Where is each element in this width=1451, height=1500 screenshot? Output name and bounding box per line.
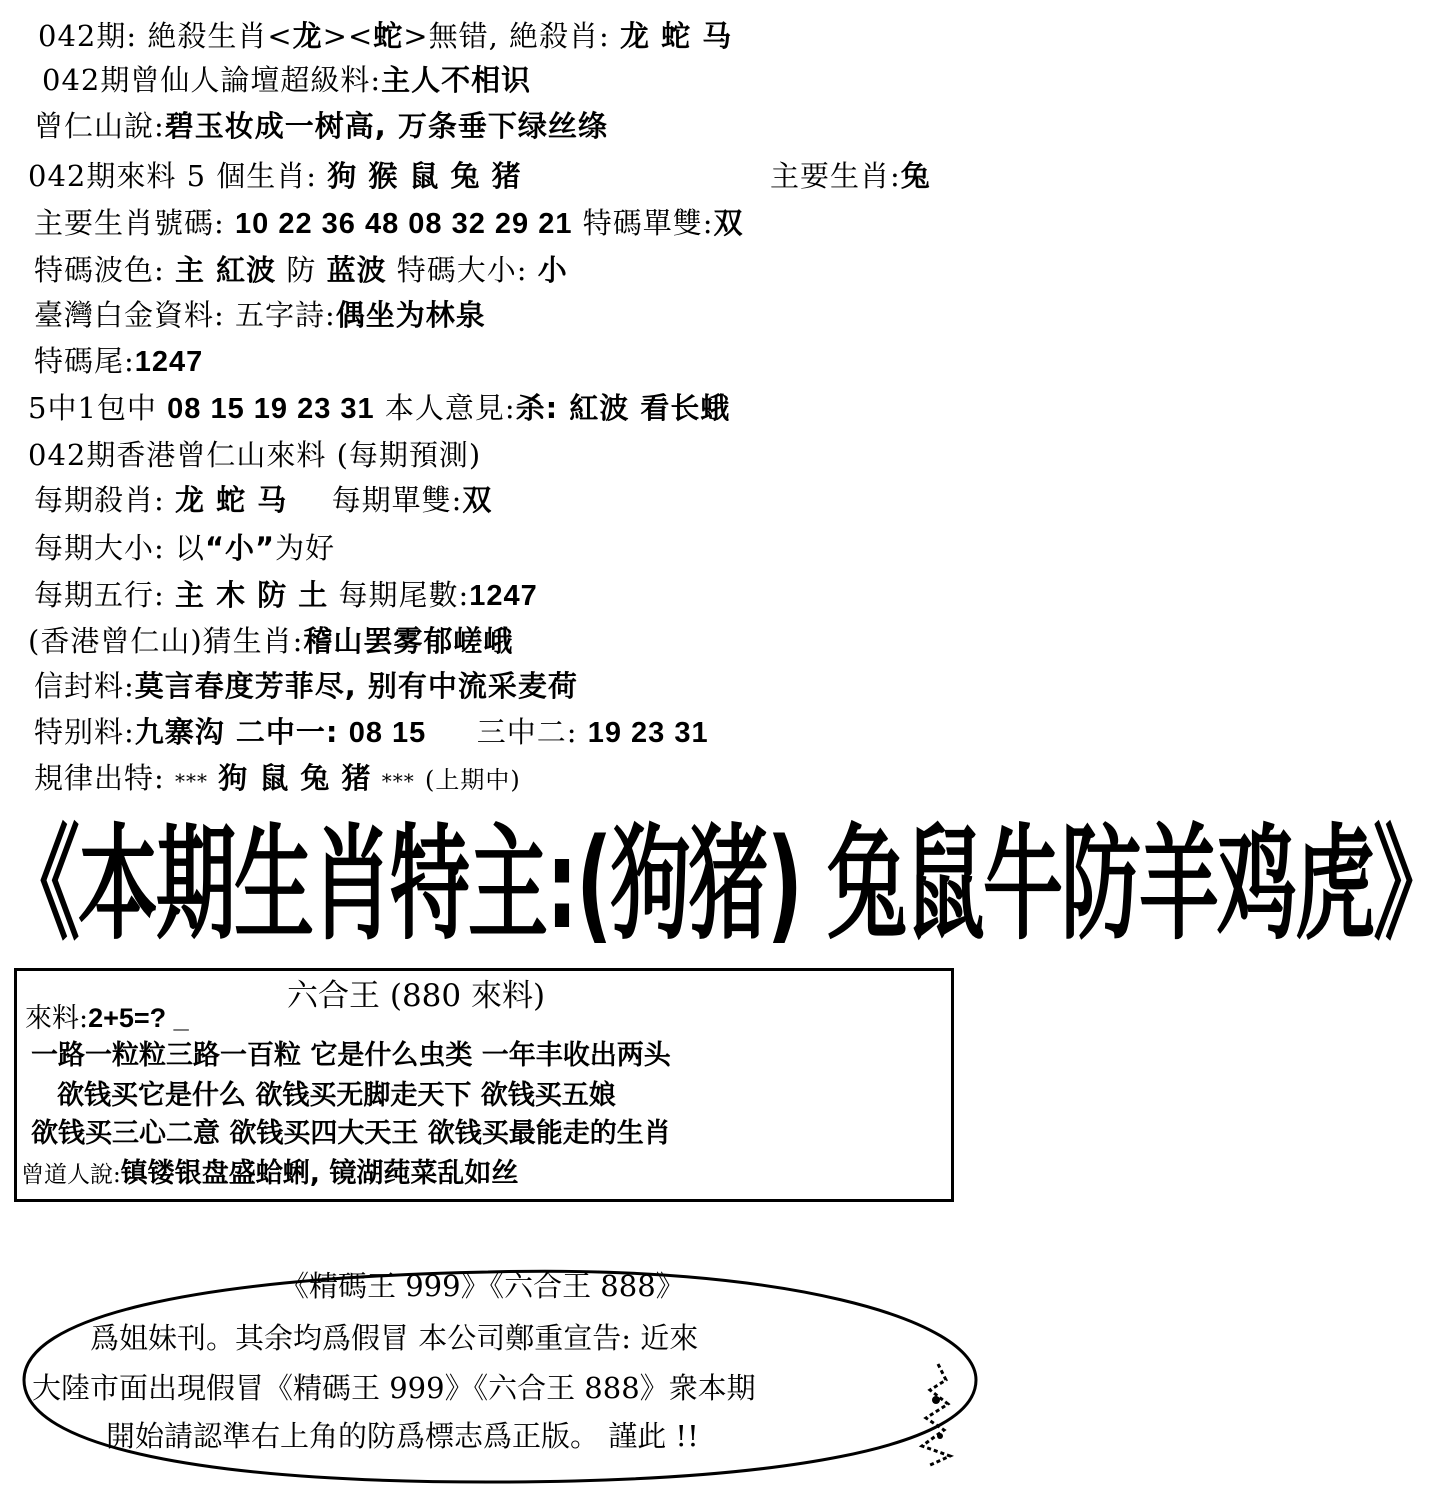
line-1-d: 蛇 (373, 19, 404, 53)
line-4-c: 主要生肖: (770, 159, 901, 193)
line-17-stars-left: *** (175, 769, 208, 793)
line-11-b: 龙 蛇 马 (175, 483, 288, 517)
line-13-b: 主 木 防 土 (175, 578, 329, 612)
line-1 (38, 18, 732, 54)
line-10-a: 042期香港曾仁山來料 (每期預測) (28, 438, 482, 472)
line-4-d: 兔 (900, 159, 931, 193)
line-15 (34, 668, 578, 704)
line-4-a: 042期來料 5 個生肖: (28, 159, 318, 193)
line-15-a: 信封料: (34, 669, 135, 703)
line-16-c: 三中二: (476, 715, 578, 749)
line-8-a: 特碼尾: (34, 344, 135, 378)
line-8 (34, 343, 203, 380)
line-1-a: 042期: 絶殺生肖< (38, 19, 293, 53)
riddle-row-1-text: 一路一粒粒三路一百粒 它是什么虫类 一年丰收出两头 (31, 1040, 671, 1071)
line-6-f: 小 (537, 253, 568, 287)
line-10 (28, 437, 481, 473)
line-3-a: 曾仁山說: (34, 109, 165, 143)
line-16-a: 特别料: (34, 715, 135, 749)
line-17-stars-right: *** (381, 769, 415, 793)
line-6 (34, 252, 568, 288)
line-13-number: 1247 (469, 580, 538, 612)
line-8-number: 1247 (134, 346, 204, 378)
line-15-b: 莫言春度芳菲尽, 别有中流采麦荷 (134, 669, 578, 703)
line-6-a: 特碼波色: (34, 253, 165, 287)
line-11 (34, 482, 492, 518)
line-16-b: 九寨沟 二中一: (134, 715, 339, 749)
riddle-row-2-text: 欲钱买它是什么 欲钱买无脚走天下 欲钱买五娘 (57, 1080, 616, 1111)
notice-line-3: 開始請認準右上角的防爲標志爲正版。 謹此 !! (106, 1419, 699, 1453)
line-9-c: 本人意見: (384, 391, 516, 425)
headline-banner: 《本期生肖特主:(狗猪) 兔鼠牛防羊鸡虎》 (0, 812, 1451, 957)
line-16-numbers-a: 08 15 (348, 717, 427, 749)
line-2-a: 042期曾仙人論壇超級料: (42, 63, 382, 97)
line-9-numbers: 08 15 19 23 31 (167, 393, 375, 425)
notice-title: 《精碼王 999》《六合王 888》 (280, 1269, 685, 1303)
line-3 (34, 108, 608, 144)
line-1-e: >無错, 絶殺肖: (403, 19, 610, 53)
riddle-label: 來料: (25, 1003, 89, 1034)
riddle-box (14, 968, 954, 1202)
line-4-right (770, 158, 931, 194)
line-5-d: 双 (713, 206, 744, 240)
line-6-e: 特碼大小: (396, 253, 528, 287)
line-13-c: 每期尾數: (338, 578, 470, 612)
line-17-b: 狗 鼠 兔 猪 (218, 761, 372, 795)
line-5-c: 特碼單雙: (582, 206, 714, 240)
line-3-b: 碧玉妆成一树高, 万条垂下绿丝绦 (164, 109, 608, 143)
notice-line-1: 爲姐妹刊。其余均爲假冒 本公司鄭重宣告: 近來 (90, 1321, 699, 1355)
line-6-b: 主 紅波 (175, 253, 277, 287)
line-5-numbers: 10 22 36 48 08 32 29 21 (235, 208, 573, 240)
line-9 (28, 390, 730, 427)
line-12 (34, 530, 335, 566)
riddle-row-3 (31, 1117, 671, 1151)
riddle-quote (21, 1157, 518, 1192)
scribble-mark-icon (908, 1360, 968, 1470)
riddle-line (25, 1001, 189, 1036)
line-7 (34, 297, 486, 333)
line-11-d: 双 (462, 483, 493, 517)
line-14-a: (香港曾仁山)猜生肖: (28, 624, 304, 658)
line-17-a: 規律出特: (34, 761, 165, 795)
line-2-b: 主人不相识 (381, 63, 532, 97)
riddle-quote-text: 镇镂银盘盛蛤蜊, 镜湖莼菜乱如丝 (120, 1158, 519, 1189)
line-4-b: 狗 猴 鼠 兔 猪 (327, 159, 522, 193)
line-1-f: 龙 蛇 马 (620, 19, 733, 53)
notice-line-2: 大陸市面出現假冒《精碼王 999》《六合王 888》衆本期 (32, 1371, 756, 1405)
line-14-b: 稽山罢雾郁嵯峨 (303, 624, 514, 658)
riddle-box-title: 六合王 (880 來料) (287, 978, 546, 1014)
line-12-b: “小” (205, 531, 276, 565)
line-12-a: 每期大小: 以 (34, 531, 205, 565)
line-5-a: 主要生肖號碼: (34, 206, 225, 240)
line-9-a: 5中1包中 (28, 391, 157, 425)
line-13-a: 每期五行: (34, 578, 165, 612)
line-1-b: 龙 (292, 19, 323, 53)
notice-oval (18, 1258, 986, 1486)
line-16 (34, 714, 709, 751)
riddle-quote-label: 曾道人說: (21, 1162, 121, 1188)
line-1-c: >< (322, 19, 374, 53)
line-13 (34, 577, 538, 614)
line-2 (42, 62, 531, 98)
line-4 (28, 158, 522, 194)
line-6-d: 蓝波 (326, 253, 387, 287)
line-6-c: 防 (286, 253, 317, 287)
line-7-a: 臺灣白金資料: 五字詩: (34, 298, 336, 332)
line-16-numbers-b: 19 23 31 (587, 717, 709, 749)
line-11-a: 每期殺肖: (34, 483, 165, 517)
line-9-d: 杀: 紅波 看长蛾 (515, 391, 731, 425)
riddle-row-1 (31, 1039, 671, 1073)
riddle-row-3-text: 欲钱买三心二意 欲钱买四大天王 欲钱买最能走的生肖 (31, 1118, 671, 1149)
line-7-b: 偶坐为林泉 (335, 298, 486, 332)
line-14 (28, 623, 513, 659)
riddle-question: 2+5=? _ (88, 1003, 189, 1033)
line-11-c: 每期單雙: (331, 483, 463, 517)
line-5 (34, 205, 743, 242)
line-17-c: (上期中) (424, 766, 521, 794)
line-12-c: 为好 (275, 531, 336, 565)
riddle-row-2 (57, 1079, 616, 1113)
